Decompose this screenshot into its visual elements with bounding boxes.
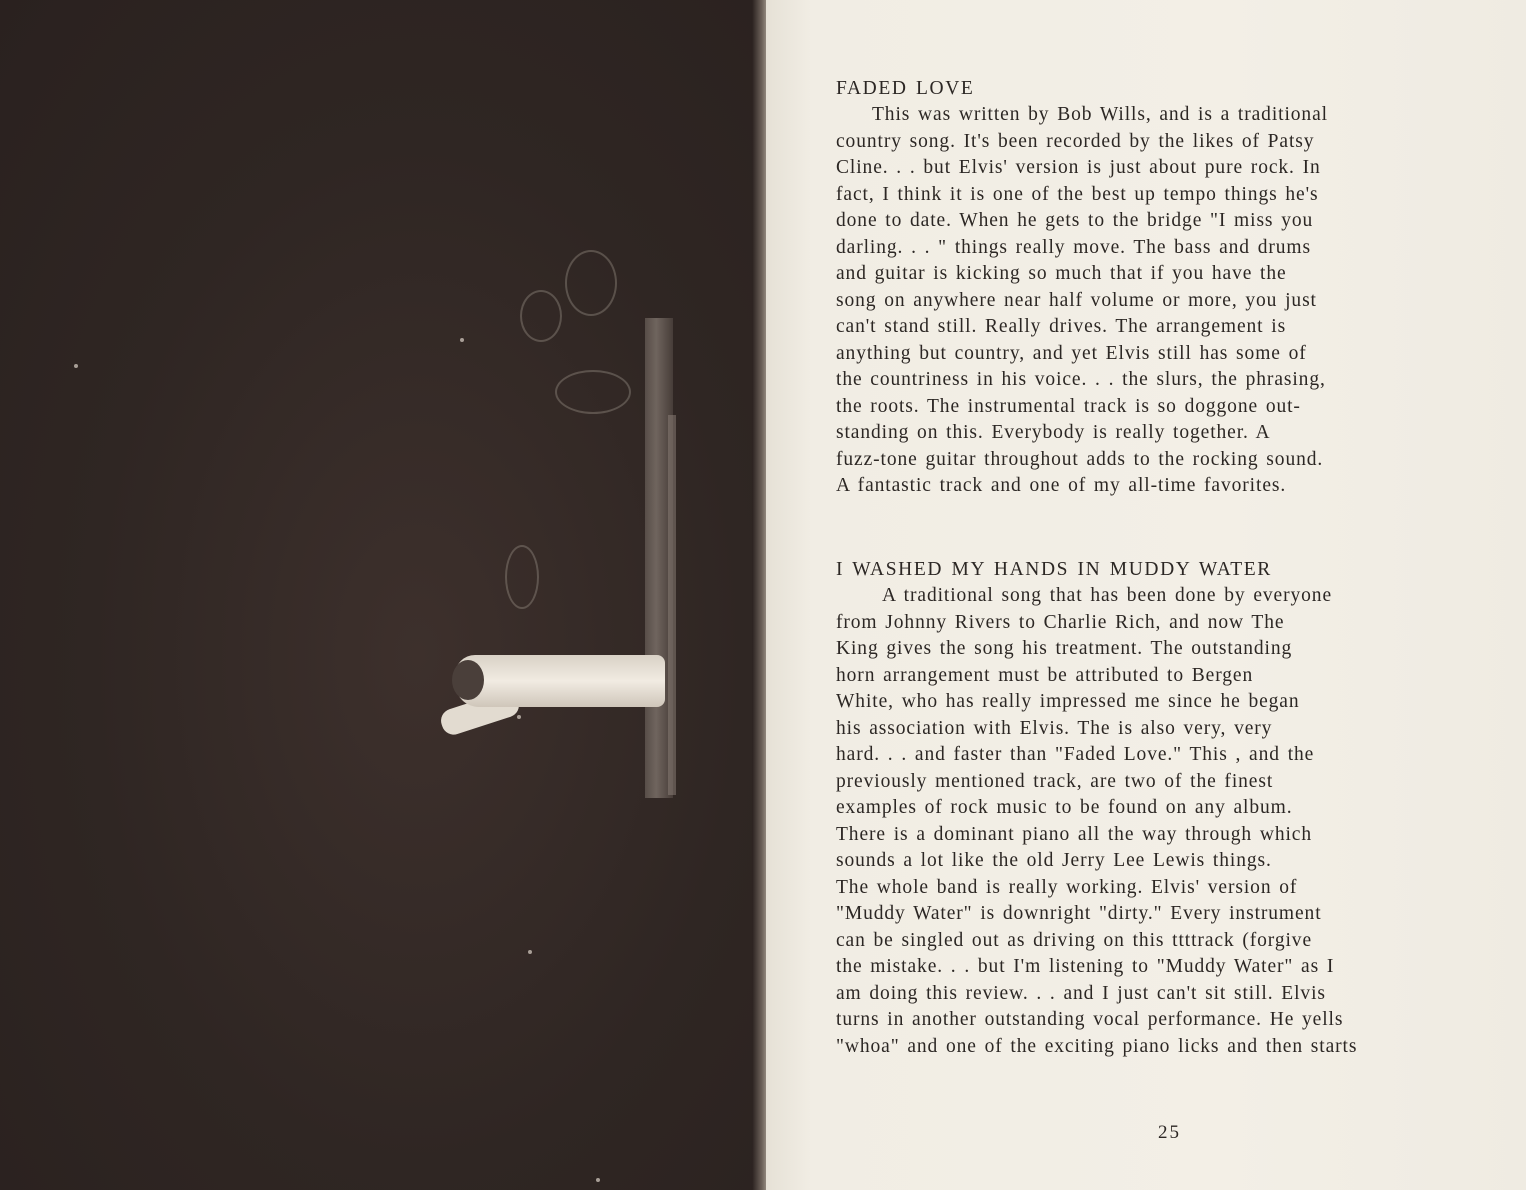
section-heading: FADED LOVE: [836, 78, 975, 99]
stage-light-speck: [528, 950, 532, 954]
paragraph-line: horn arrangement must be attributed to Bergen: [836, 664, 1254, 686]
paragraph-line: from Johnny Rivers to Charlie Rich, and now The: [836, 611, 1285, 633]
paragraph-line: This was written by Bob Wills, and is a traditional: [872, 104, 1328, 125]
paragraph-line: fuzz-tone guitar throughout adds to the rocking sound.: [836, 448, 1324, 470]
paragraph-line: country song. It's been recorded by the likes of Patsy: [836, 130, 1315, 152]
paragraph-line: can't stand still. Really drives. The arrangement is: [836, 316, 1287, 337]
stage-light-speck: [74, 364, 78, 368]
performer-figure: [455, 655, 665, 707]
section-faded-love: [836, 76, 1526, 500]
paragraph-line: Cline. . . but Elvis' version is just about pure rock. In: [836, 157, 1321, 178]
paragraph-line: am doing this review. . . and I just can't sit still. Elvis: [836, 982, 1326, 1004]
drum-kit-shape: [565, 250, 617, 316]
paragraph-line: "whoa" and one of the exciting piano licks and then starts: [836, 1035, 1358, 1057]
paragraph-line: his association with Elvis. The is also very, very: [836, 717, 1273, 739]
paragraph-line: sounds a lot like the old Jerry Lee Lewis things.: [836, 850, 1272, 871]
paragraph-line: the roots. The instrumental track is so doggone out-: [836, 395, 1301, 417]
section-heading: I WASHED MY HANDS IN MUDDY WATER: [836, 559, 1272, 580]
paragraph-line: anything but country, and yet Elvis still has some of: [836, 342, 1307, 364]
stage-edge: [668, 415, 676, 795]
paragraph-line: previously mentioned track, are two of the finest: [836, 770, 1274, 792]
paragraph-line: the mistake. . . but I'm listening to "Muddy Water" as I: [836, 956, 1335, 977]
paragraph-line: A traditional song that has been done by everyone: [882, 585, 1332, 606]
paragraph-line: standing on this. Everybody is really together. A: [836, 422, 1271, 443]
stage-light-speck: [596, 1178, 600, 1182]
paragraph-line: darling. . . " things really move. The bass and drums: [836, 236, 1311, 258]
paragraph-line: A fantastic track and one of my all-time favorites.: [836, 475, 1287, 496]
paragraph-line: hard. . . and faster than "Faded Love." This , and the: [836, 744, 1315, 765]
paragraph-line: The whole band is really working. Elvis' version of: [836, 876, 1298, 898]
paragraph-line: King gives the song his treatment. The outstanding: [836, 638, 1293, 659]
paragraph-line: done to date. When he gets to the bridge "I miss you: [836, 210, 1314, 231]
paragraph-line: fact, I think it is one of the best up tempo things he's: [836, 183, 1319, 205]
text-page: [766, 0, 1526, 1190]
paragraph-line: examples of rock music to be found on any album.: [836, 797, 1293, 818]
amplifier-shape: [505, 545, 539, 609]
paragraph-line: song on anywhere near half volume or more, you just: [836, 289, 1317, 311]
page-number: 25: [1158, 1122, 1181, 1143]
stage-light-speck: [517, 715, 521, 719]
paragraph-line: and guitar is kicking so much that if you have the: [836, 263, 1287, 284]
paragraph-line: turns in another outstanding vocal performance. He yells: [836, 1009, 1344, 1030]
drum-kit-shape: [555, 370, 631, 414]
paragraph-line: the countriness in his voice. . . the slurs, the phrasing,: [836, 369, 1326, 390]
paragraph-line: There is a dominant piano all the way through which: [836, 823, 1312, 845]
paragraph-line: White, who has really impressed me since he began: [836, 691, 1300, 712]
concert-photo: [0, 0, 760, 1190]
stage-light-speck: [460, 338, 464, 342]
drum-kit-shape: [520, 290, 562, 342]
section-muddy-water: [836, 557, 1526, 1060]
paragraph-line: can be singled out as driving on this ttttrack (forgive: [836, 929, 1313, 951]
performer-head: [452, 660, 484, 700]
paragraph-line: "Muddy Water" is downright "dirty." Every instrument: [836, 903, 1322, 924]
